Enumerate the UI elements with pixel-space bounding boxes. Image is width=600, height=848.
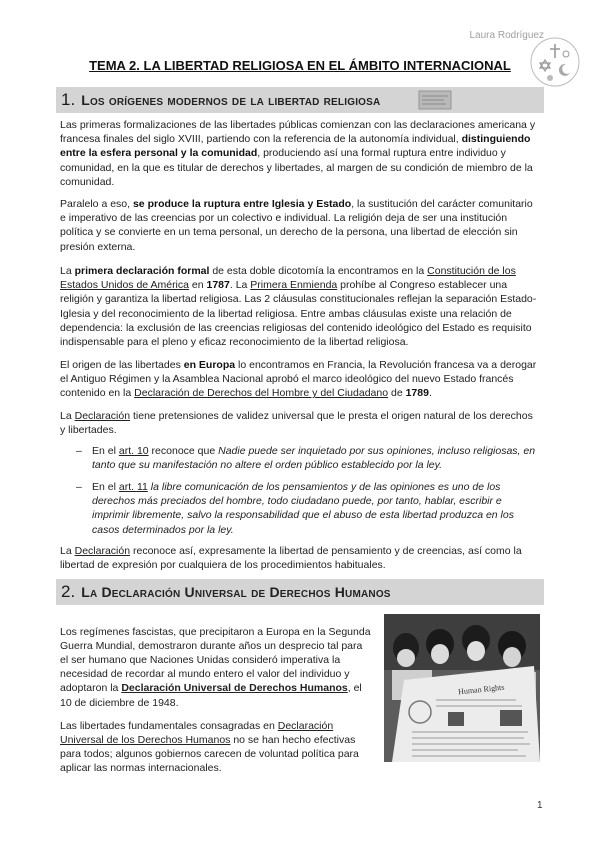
- link-declaracion-derechos-hombre: Declaración de Derechos del Hombre y del Ciudadano: [134, 387, 389, 400]
- section-2-title: La Declaración Universal de Derechos Humanos: [81, 584, 391, 600]
- paragraph: La primera declaración formal de esta doble dicotomía la encontramos en la Constitución de los Estados Unidos de América en 1787. La Primera Enmienda prohíbe al Congreso establecer una religión y garantiza la libertad religiosa. Las 2 cláusulas constitucionales reflejan la separación Estado-Iglesia y del reconocimiento de la libertad religiosa. Entre ambas cláusulas existe una relación de dependencia: la exclusión de las creencias religiosas del contenido ideológico del Estado es requisito indispensable para el pleno y eficaz reconocimiento de la libertad religiosa.: [60, 265, 537, 349]
- paragraph: Paralelo a eso, se produce la ruptura entre Iglesia y Estado, la sustitución del carácter comunitario e imperativo de las creencias por un colectivo e individual. La religión deja de ser una institución política y se convierte en un tema personal, un derecho de la persona, una libertad de elección sin presión externa.: [60, 198, 533, 253]
- paragraph: Las primeras formalizaciones de las libertades públicas comienzan con las declaraciones americana y francesa finales del siglo XVIII, partiendo con la referencia de la autonomía individual, distinguiendo entre la esfera personal y la comunidad, produciendo así una formal ruptura entre individuo y comunidad, en la que es titular de derechos y libertades, al margen de su condición de miembro de la comunidad.: [60, 119, 536, 188]
- link-declaracion-universal: Declaración Universal de Derechos Humanos: [121, 682, 348, 695]
- religious-symbols-logo-icon: [526, 34, 584, 90]
- link-constitucion-eeuu: Constitución de los Estados Unidos de América: [60, 265, 516, 292]
- link-art-11: art. 11: [118, 481, 148, 493]
- photo-human-rights-poster: [384, 614, 540, 762]
- section-2-number: 2.: [61, 582, 76, 601]
- link-art-10: art. 10: [118, 445, 149, 457]
- link-declaracion: Declaración: [74, 410, 131, 422]
- paragraph: La Declaración tiene pretensiones de validez universal que le presta el origen natural de los derechos y libertades.: [60, 410, 533, 437]
- paragraph: La Declaración reconoce así, expresamente la libertad de pensamiento y de creencias, así como la libertad de expresión por cualquiera de los procedimientos habituales.: [60, 545, 522, 572]
- document-title: TEMA 2. LA LIBERTAD RELIGIOSA EN EL ÁMBITO INTERNACIONAL: [89, 58, 511, 73]
- section-1-header: [56, 87, 544, 113]
- bullet-dash: –: [76, 445, 82, 457]
- page-number: 1: [537, 800, 543, 811]
- section-2-header: [56, 579, 544, 605]
- author-name: Laura Rodríguez: [469, 30, 544, 41]
- paragraph: Los regímenes fascistas, que precipitaron a Europa en la Segunda Guerra Mundial, demostraron durante años un desprecio tal para el ser humano que Naciones Unidas consideró imperativa la necesidad de recordar al mundo entero el valor del individuo y adoptaron la Declaración Universal de Derechos Humanos, el 10 de diciembre de 1948.: [60, 625, 371, 709]
- section-1-number: 1.: [61, 90, 76, 109]
- link-declaracion-universal-ddhh: Declaración Universal de los Derechos Humanos: [60, 719, 334, 746]
- link-primera-enmienda: Primera Enmienda: [250, 279, 338, 292]
- stamp-icon: [418, 89, 452, 111]
- bullet-dash: –: [76, 481, 82, 493]
- photo-caption-text: Human Rights: [457, 682, 505, 697]
- paragraph: El origen de las libertades en Europa lo encontramos en Francia, la Revolución francesa va a derogar el Antiguo Régimen y la Asamblea Nacional aprobó el marco ideológico del nuevo Estado francés contenido en la Declaración de Derechos del Hombre y del Ciudadano de 1789.: [60, 359, 537, 400]
- paragraph: Las libertades fundamentales consagradas en Declaración Universal de los Derechos Humanos no se han hecho efectivas para todos; algunos gobiernos carecen de voluntad política para aplicar las normas internacionales.: [60, 719, 359, 775]
- section-1-title: Los orígenes modernos de la libertad religiosa: [81, 92, 381, 108]
- link-declaracion: Declaración: [74, 545, 131, 557]
